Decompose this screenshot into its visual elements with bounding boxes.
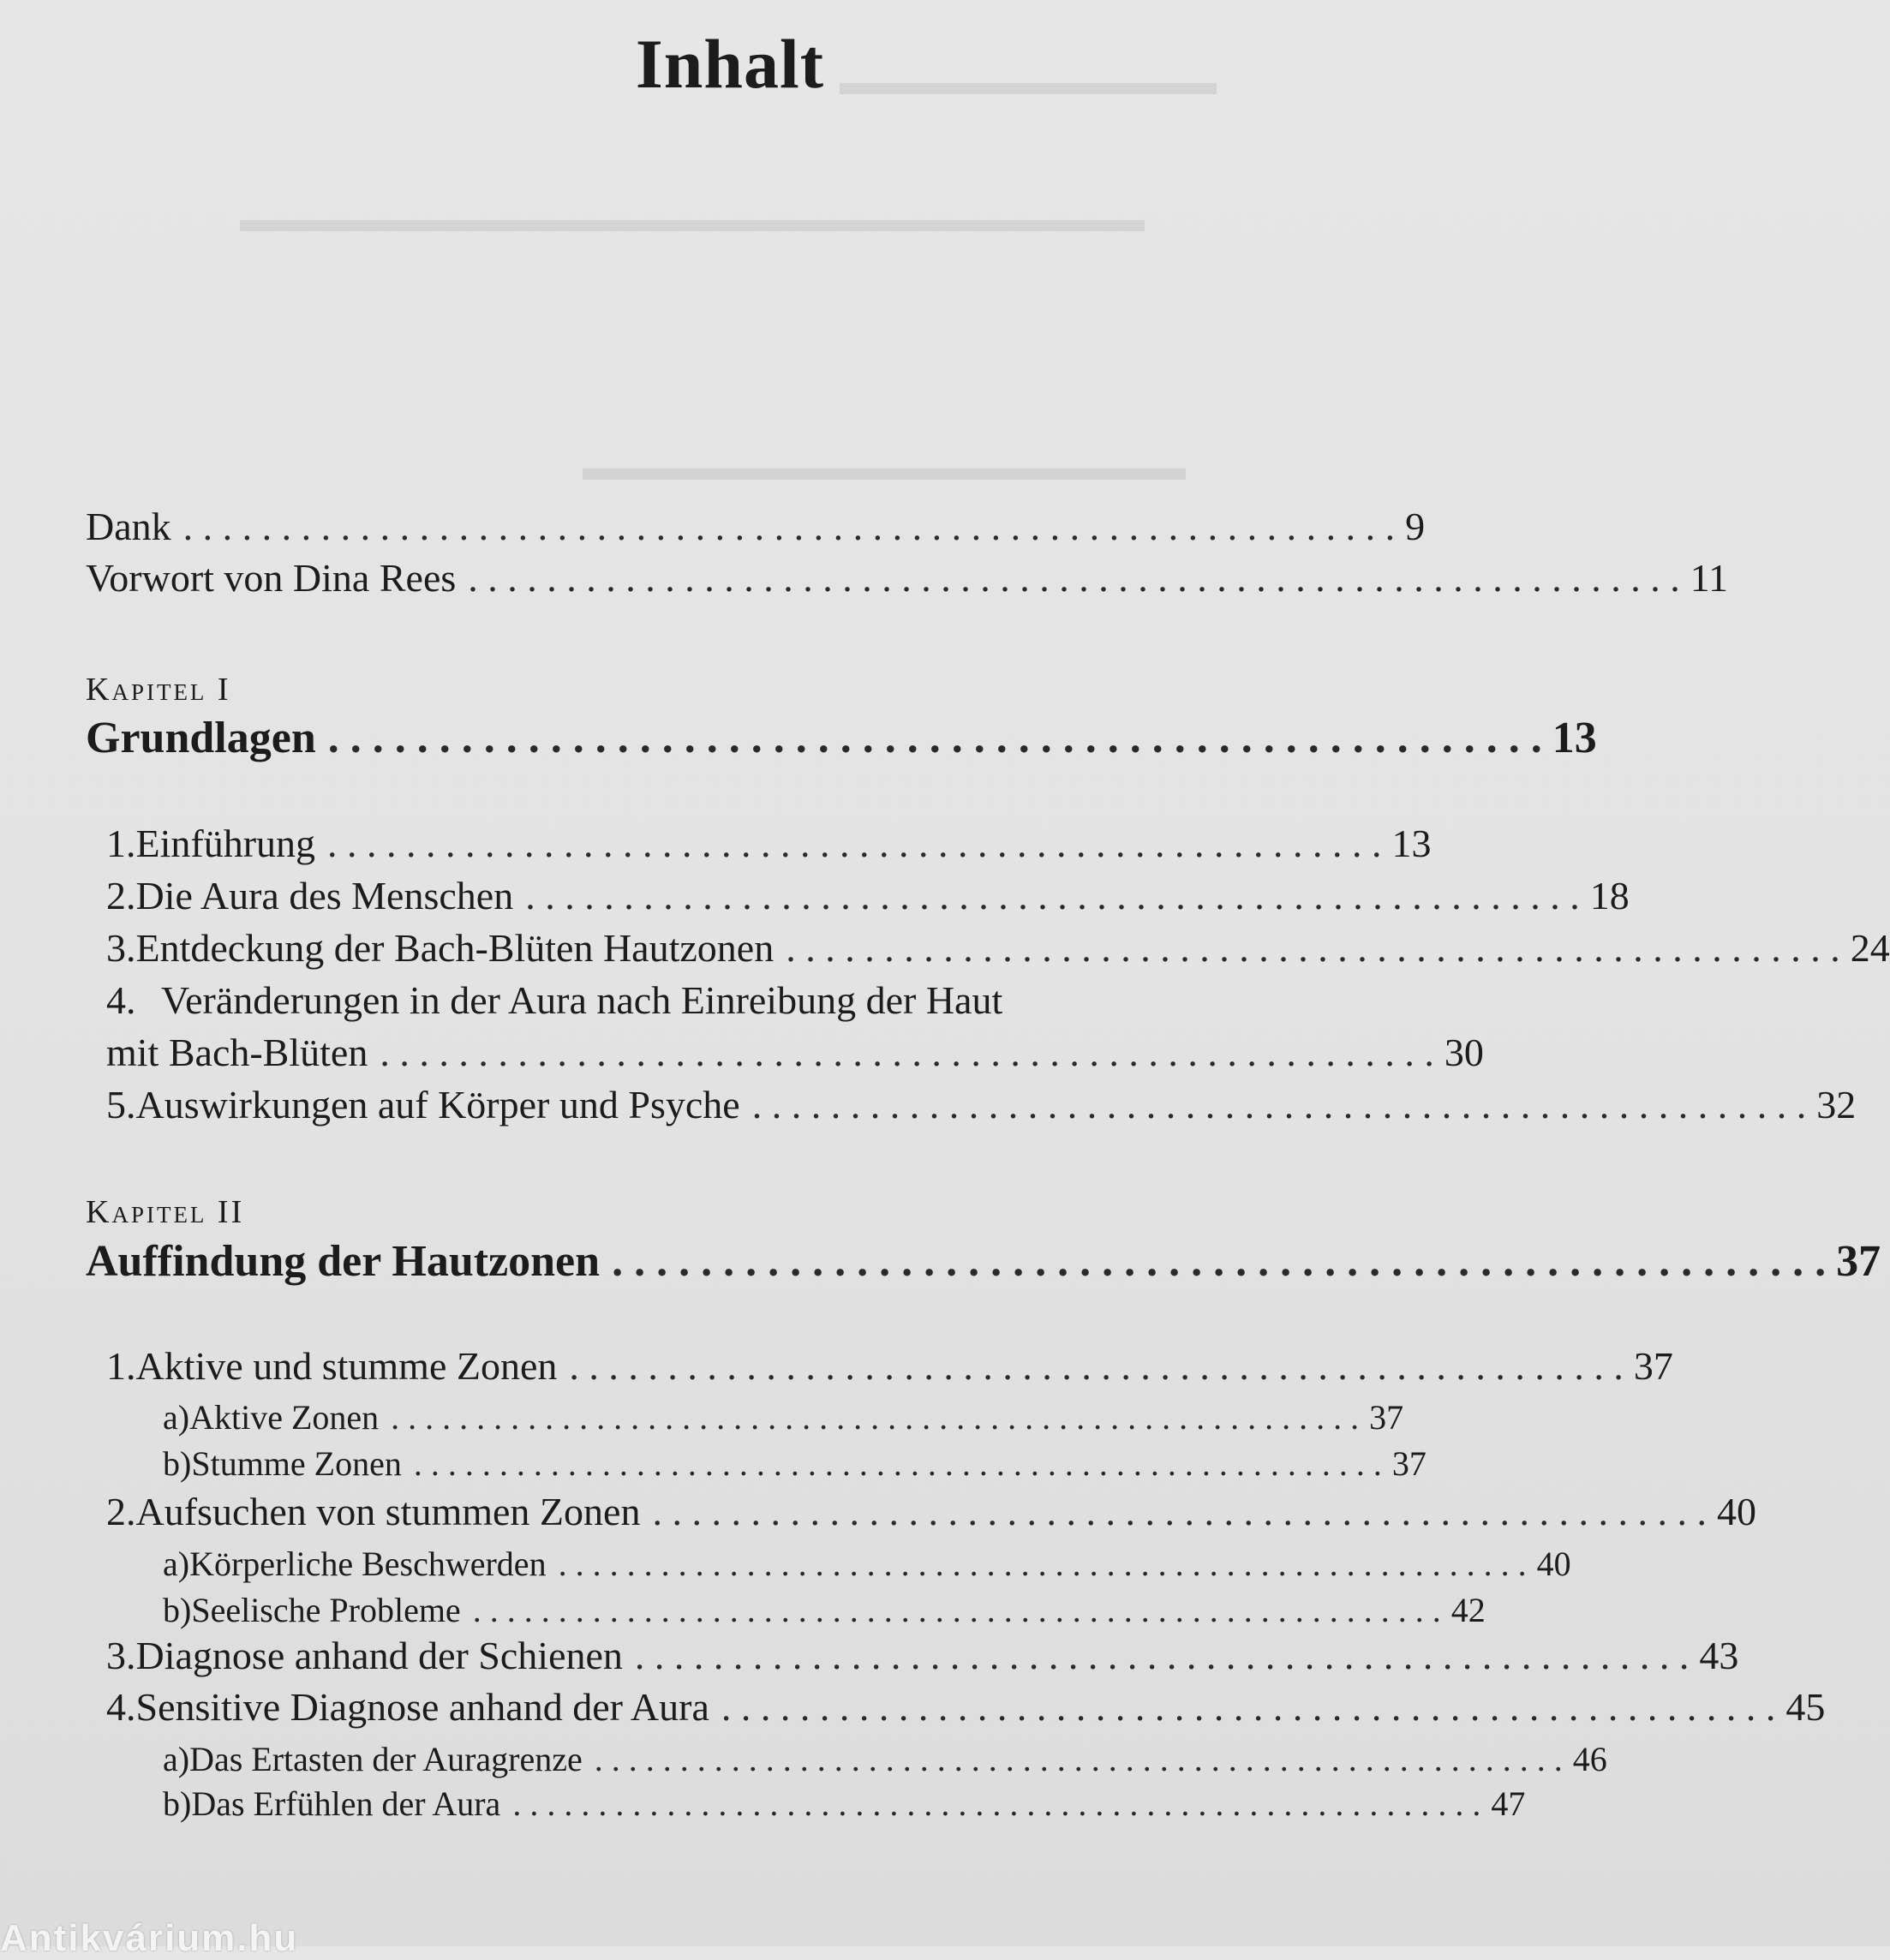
entry-label: Aktive Zonen xyxy=(189,1398,380,1437)
leader-dots: . . . . . . . . . . . . . . . . . . . . . . . . . . . . . . . . . . . . . . . . . . . . . . . . . . . . . . xyxy=(634,1634,1690,1677)
toc-subentry xyxy=(163,1784,1526,1824)
chapter-title: Grundlagen xyxy=(86,714,316,762)
leader-dots: . . . . . . . . . . . . . . . . . . . . . . . . . . . . . . . . . . . . . . . . . . . . . . . . . . . . . . xyxy=(327,822,1382,865)
show-through-shadow: ▬▬▬▬▬▬▬▬▬▬▬▬▬▬▬▬ xyxy=(583,446,1186,488)
entry-number: 2. xyxy=(106,1490,136,1533)
entry-label: Sensitive Diagnose anhand der Aura xyxy=(135,1685,709,1729)
entry-page: 30 xyxy=(1444,1031,1484,1074)
entry-page: 45 xyxy=(1785,1685,1826,1729)
show-through-shadow: ▬▬▬▬▬▬▬▬▬▬▬▬▬▬▬▬▬▬▬▬▬▬▬▬ xyxy=(240,198,1145,240)
entry-label: Seelische Probleme xyxy=(191,1591,461,1629)
chapter-title-row xyxy=(86,1236,1881,1287)
leader-dots: . . . . . . . . . . . . . . . . . . . . . . . . . . . . . . . . . . . . . . . . . . . . . . . . . . . . . . xyxy=(721,1685,1776,1729)
leader-dots: . . . . . . . . . . . . . . . . . . . . . . . . . . . . . . . . . . . . . . . . . . . . . . . . . . . . . . . . . xyxy=(512,1784,1481,1823)
chapter-label: Kapitel I xyxy=(86,672,231,708)
show-through-shadow: ▬▬▬▬▬▬▬▬▬▬ xyxy=(840,61,1217,103)
toc-subentry xyxy=(163,1443,1426,1484)
entry-page: 13 xyxy=(1391,822,1432,865)
entry-label: Diagnose anhand der Schienen xyxy=(135,1634,623,1677)
entry-label: Entdeckung der Bach-Blüten Hautzonen xyxy=(135,926,775,970)
toc-entry xyxy=(106,1343,1673,1389)
entry-label: Stumme Zonen xyxy=(191,1444,402,1483)
leader-dots: . . . . . . . . . . . . . . . . . . . . . . . . . . . . . . . . . . . . . . . . . . . . . . . . . . . . . . . . . xyxy=(558,1545,1527,1583)
toc-subentry xyxy=(163,1544,1571,1584)
toc-entry xyxy=(106,1082,1857,1127)
leader-dots: . . . . . . . . . . . . . . . . . . . . . . . . . . . . . . . . . . . . . . . . . . . . . . . . . . . . . . xyxy=(751,1083,1807,1126)
leader-dots: . . . . . . . . . . . . . . . . . . . . . . . . . . . . . . . . . . . . . . . . . . . . . . . . . . . . . . . . . xyxy=(391,1398,1360,1437)
toc-entry xyxy=(106,873,1630,918)
leader-dots: . . . . . . . . . . . . . . . . . . . . . . . . . . . . . . . . . . . . . . . . . . . . . . . . . . . . . . xyxy=(380,1031,1434,1074)
entry-number: 1. xyxy=(106,822,136,865)
entry-page: 40 xyxy=(1716,1490,1756,1533)
entry-label: Die Aura des Menschen xyxy=(135,874,514,917)
leader-dots: . . . . . . . . . . . . . . . . . . . . . . . . . . . . . . . . . . . . . . . . . . . . . . . . . . . . . . . . . xyxy=(594,1740,1563,1778)
chapter-title: Auffindung der Hautzonen xyxy=(86,1237,601,1286)
entry-number: a) xyxy=(163,1545,190,1583)
entry-label: Aufsuchen von stummen Zonen xyxy=(135,1490,641,1533)
toc-subentry xyxy=(163,1739,1607,1779)
entry-label: Das Ertasten der Auragrenze xyxy=(189,1740,583,1778)
entry-page: 9 xyxy=(1405,505,1426,548)
entry-number: b) xyxy=(163,1784,192,1823)
entry-label: Körperliche Beschwerden xyxy=(189,1545,547,1583)
entry-number: 5. xyxy=(106,1083,136,1126)
entry-label: Einführung xyxy=(135,822,316,865)
toc-entry xyxy=(106,821,1432,866)
entry-page: 37 xyxy=(1369,1398,1404,1437)
entry-number: 3. xyxy=(106,926,136,970)
toc-entry xyxy=(106,1684,1826,1730)
entry-page: 42 xyxy=(1450,1591,1486,1629)
leader-dots: . . . . . . . . . . . . . . . . . . . . . . . . . . . . . . . . . . . . . . . . . . . . . . . . . . . . . . . . . xyxy=(472,1591,1441,1629)
entry-number: 4. xyxy=(106,978,136,1022)
entry-number: b) xyxy=(163,1591,192,1629)
page-title: Inhalt xyxy=(635,25,825,103)
entry-number: 1. xyxy=(106,1344,136,1388)
leader-dots: . . . . . . . . . . . . . . . . . . . . . . . . . . . . . . . . . . . . . . . . . . . . . . . . . . . . . . xyxy=(569,1344,1624,1388)
leader-dots: . . . . . . . . . . . . . . . . . . . . . . . . . . . . . . . . . . . . . . . . . . . . . . . . . . . . . . . . . xyxy=(413,1444,1382,1483)
entry-page: 18 xyxy=(1589,874,1630,917)
entry-label: Aktive und stumme Zonen xyxy=(135,1344,558,1388)
toc-entry-dank xyxy=(86,504,1426,549)
toc-entry xyxy=(106,1633,1739,1678)
entry-label: Dank xyxy=(86,505,171,548)
leader-dots: . . . . . . . . . . . . . . . . . . . . . . . . . . . . . . . . . . . . . . . . . . . . . . . . . . . . . . xyxy=(652,1490,1707,1533)
entry-page: 40 xyxy=(1536,1545,1571,1583)
leader-dots: . . . . . . . . . . . . . . . . . . . . . . . . . . . . . . . . . . . . . . . . . . . . . . . . . . . . . . . xyxy=(612,1237,1827,1286)
toc-entry-vorwort xyxy=(86,555,1729,601)
toc-entry-continuation xyxy=(106,1030,1484,1075)
toc-subentry xyxy=(163,1590,1486,1630)
chapter-page: 37 xyxy=(1836,1237,1881,1286)
entry-label: Das Erfühlen der Aura xyxy=(191,1784,501,1823)
entry-number: 3. xyxy=(106,1634,136,1677)
leader-dots: . . . . . . . . . . . . . . . . . . . . . . . . . . . . . . . . . . . . . . . . . . . . . . . . . . . . . . . . . . . . . . xyxy=(182,505,1396,548)
watermark: Antikvárium.hu xyxy=(0,1917,299,1959)
leader-dots: . . . . . . . . . . . . . . . . . . . . . . . . . . . . . . . . . . . . . . . . . . . . . . . . . . . . . . . . . . . . . . xyxy=(468,556,1680,600)
toc-entry xyxy=(106,1489,1756,1534)
leader-dots: . . . . . . . . . . . . . . . . . . . . . . . . . . . . . . . . . . . . . . . . . . . . . . . . . . . . . . xyxy=(786,926,1840,970)
entry-page: 32 xyxy=(1816,1083,1857,1126)
entry-number: 4. xyxy=(106,1685,136,1729)
entry-page: 37 xyxy=(1391,1444,1426,1483)
entry-page: 24 xyxy=(1850,926,1890,970)
entry-number: 2. xyxy=(106,874,136,917)
entry-page: 47 xyxy=(1491,1784,1526,1823)
entry-page: 11 xyxy=(1690,556,1729,600)
entry-number: a) xyxy=(163,1740,190,1778)
entry-label: Auswirkungen auf Körper und Psyche xyxy=(135,1083,740,1126)
entry-page: 37 xyxy=(1633,1344,1673,1388)
toc-subentry xyxy=(163,1397,1404,1437)
leader-dots: . . . . . . . . . . . . . . . . . . . . . . . . . . . . . . . . . . . . . . . . . . . . . . . . . . . . . . xyxy=(525,874,1580,917)
entry-label: Veränderungen in der Aura nach Einreibung der Haut xyxy=(161,978,1003,1022)
chapter-page: 13 xyxy=(1552,714,1597,762)
toc-entry xyxy=(106,977,1333,1023)
leader-dots: . . . . . . . . . . . . . . . . . . . . . . . . . . . . . . . . . . . . . . . . . . . . . . . . . . . . . . . xyxy=(327,714,1542,762)
chapter-title-row xyxy=(86,713,1597,763)
entry-label: Vorwort von Dina Rees xyxy=(86,556,457,600)
entry-page: 46 xyxy=(1572,1740,1607,1778)
entry-page: 43 xyxy=(1699,1634,1739,1677)
entry-number: a) xyxy=(163,1398,190,1437)
toc-entry xyxy=(106,925,1890,971)
entry-number: b) xyxy=(163,1444,192,1483)
entry-label-continued: mit Bach-Blüten xyxy=(106,1031,368,1074)
chapter-label: Kapitel II xyxy=(86,1194,245,1230)
